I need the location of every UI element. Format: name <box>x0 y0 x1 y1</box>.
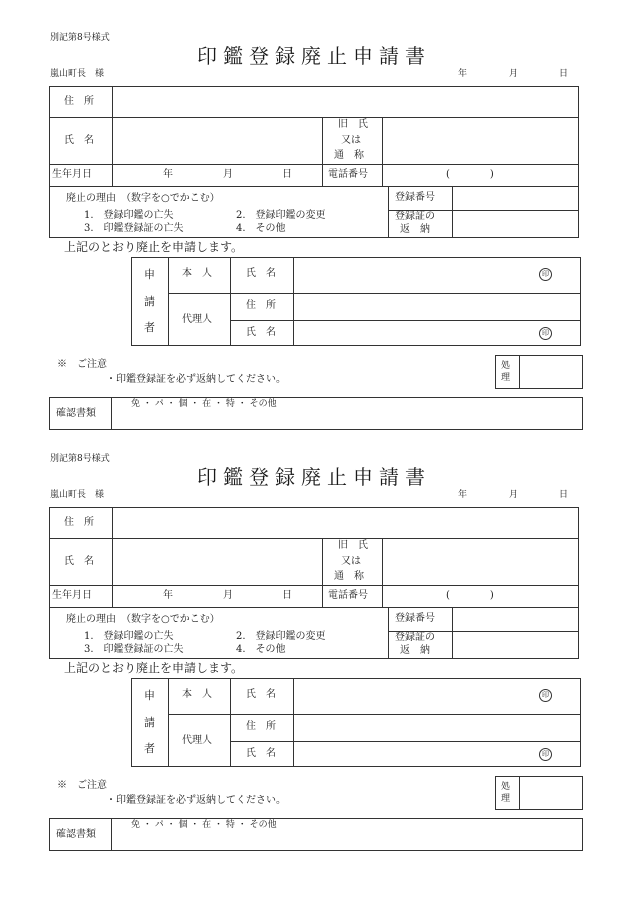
divider <box>168 257 169 346</box>
name-label: 氏 名 <box>64 135 94 146</box>
verification-label: 確認書類 <box>56 408 96 419</box>
reason-label: 廃止の理由 （数字を○でかこむ） <box>66 193 220 204</box>
self-label: 本 人 <box>182 268 212 279</box>
birth-day-label: 日 <box>282 590 292 601</box>
address-label: 住 所 <box>64 96 94 107</box>
reason-label: 廃止の理由 （数字を○でかこむ） <box>66 614 220 625</box>
birth-year-label: 年 <box>163 169 173 180</box>
or-label: 又は <box>341 135 361 146</box>
return-field[interactable] <box>453 632 578 658</box>
notice-text: ・印鑑登録証を必ず返納してください。 <box>106 374 286 385</box>
seal-mark-self: 印 <box>539 268 552 281</box>
self-name-label: 氏 名 <box>246 689 276 700</box>
agent-address-label: 住 所 <box>246 300 276 311</box>
registration-number-label: 登録番号 <box>395 192 435 203</box>
phone-field[interactable] <box>383 586 578 607</box>
name-field[interactable] <box>113 539 321 585</box>
divider <box>230 257 231 346</box>
processing-field[interactable] <box>520 777 582 809</box>
divider <box>322 538 323 607</box>
divider <box>230 678 231 767</box>
date-year-label: 年 <box>458 490 468 500</box>
self-label: 本 人 <box>182 689 212 700</box>
processing-label-1: 処 <box>501 782 511 792</box>
registration-number-field[interactable] <box>453 608 578 631</box>
reason-option-1[interactable]: 1. 登録印鑑の亡失 <box>84 631 174 642</box>
birth-month-label: 月 <box>223 590 233 601</box>
alias-label: 通 称 <box>334 150 364 161</box>
name-label: 氏 名 <box>64 556 94 567</box>
reason-option-3[interactable]: 3. 印鑑登録証の亡失 <box>84 223 184 234</box>
processing-label-2: 理 <box>501 794 511 804</box>
form-title: 印鑑登録廃止申請書 <box>197 44 431 68</box>
former-name-label: 旧 氏 <box>338 119 368 130</box>
agent-name-field[interactable] <box>294 321 524 345</box>
form-title: 印鑑登録廃止申請書 <box>197 465 431 489</box>
verification-label: 確認書類 <box>56 829 96 840</box>
former-name-field[interactable] <box>383 539 578 585</box>
agent-name-label: 氏 名 <box>246 327 276 338</box>
date-year-label: 年 <box>458 69 468 79</box>
divider <box>111 818 112 851</box>
reason-option-2[interactable]: 2. 登録印鑑の変更 <box>236 631 326 642</box>
date-day-label: 日 <box>559 69 569 79</box>
reason-option-3[interactable]: 3. 印鑑登録証の亡失 <box>84 644 184 655</box>
reason-option-1[interactable]: 1. 登録印鑑の亡失 <box>84 210 174 221</box>
seal-abolition-form-2 <box>0 421 630 861</box>
seal-abolition-form-1 <box>0 0 630 440</box>
return-label-line1: 登録証の <box>395 211 435 222</box>
phone-label: 電話番号 <box>328 169 368 180</box>
form-number: 別記第8号様式 <box>50 454 110 464</box>
reason-option-2[interactable]: 2. 登録印鑑の変更 <box>236 210 326 221</box>
divider <box>322 117 323 186</box>
divider <box>388 186 389 238</box>
agent-address-label: 住 所 <box>246 721 276 732</box>
phone-label: 電話番号 <box>328 590 368 601</box>
divider <box>168 678 169 767</box>
phone-paren: ( ) <box>446 590 494 601</box>
date-month-label: 月 <box>509 69 519 79</box>
agent-label: 代理人 <box>182 314 212 325</box>
seal-mark-self: 印 <box>539 689 552 702</box>
seal-mark-agent: 印 <box>539 748 552 761</box>
agent-label: 代理人 <box>182 735 212 746</box>
birthdate-label: 生年月日 <box>52 590 92 601</box>
requester-label-3: 者 <box>144 321 155 334</box>
reason-option-4[interactable]: 4. その他 <box>236 223 286 234</box>
return-label-line2: 返 納 <box>400 645 430 656</box>
address-field[interactable] <box>113 87 578 117</box>
self-name-field[interactable] <box>294 679 524 714</box>
requester-label-3: 者 <box>144 742 155 755</box>
requester-label-1: 申 <box>144 268 155 281</box>
date-month-label: 月 <box>509 490 519 500</box>
phone-field[interactable] <box>383 165 578 186</box>
notice-mark: ※ ご注意 <box>57 780 107 791</box>
birthdate-label: 生年月日 <box>52 169 92 180</box>
birth-day-label: 日 <box>282 169 292 180</box>
divider <box>388 607 389 659</box>
birth-month-label: 月 <box>223 169 233 180</box>
notice-mark: ※ ご注意 <box>57 359 107 370</box>
address-label: 住 所 <box>64 517 94 528</box>
form-number: 別記第8号様式 <box>50 33 110 43</box>
agent-address-field[interactable] <box>294 294 580 320</box>
birth-year-label: 年 <box>163 590 173 601</box>
return-label-line1: 登録証の <box>395 632 435 643</box>
self-name-field[interactable] <box>294 258 524 293</box>
seal-mark-agent: 印 <box>539 327 552 340</box>
request-statement: 上記のとおり廃止を申請します。 <box>64 240 244 254</box>
requester-label-2: 請 <box>144 716 155 729</box>
name-field[interactable] <box>113 118 321 164</box>
or-label: 又は <box>341 556 361 567</box>
self-name-label: 氏 名 <box>246 268 276 279</box>
processing-label-1: 処 <box>501 361 511 371</box>
alias-label: 通 称 <box>334 571 364 582</box>
requester-label-1: 申 <box>144 689 155 702</box>
return-label-line2: 返 納 <box>400 224 430 235</box>
reason-option-4[interactable]: 4. その他 <box>236 644 286 655</box>
request-statement: 上記のとおり廃止を申請します。 <box>64 661 244 675</box>
registration-number-field[interactable] <box>453 187 578 210</box>
former-name-field[interactable] <box>383 118 578 164</box>
verification-options[interactable]: 免 ・ パ ・ 個 ・ 在 ・ 特 ・ その他 <box>131 399 277 409</box>
processing-label-2: 理 <box>501 373 511 383</box>
verification-box <box>49 818 583 851</box>
return-field[interactable] <box>453 211 578 237</box>
agent-name-label: 氏 名 <box>246 748 276 759</box>
addressee: 嵐山町長 様 <box>50 69 105 79</box>
phone-paren: ( ) <box>446 169 494 180</box>
address-field[interactable] <box>113 508 578 538</box>
processing-field[interactable] <box>520 356 582 388</box>
addressee: 嵐山町長 様 <box>50 490 105 500</box>
notice-text: ・印鑑登録証を必ず返納してください。 <box>106 795 286 806</box>
verification-options[interactable]: 免 ・ パ ・ 個 ・ 在 ・ 特 ・ その他 <box>131 820 277 830</box>
registration-number-label: 登録番号 <box>395 613 435 624</box>
date-day-label: 日 <box>559 490 569 500</box>
agent-address-field[interactable] <box>294 715 580 741</box>
former-name-label: 旧 氏 <box>338 540 368 551</box>
requester-label-2: 請 <box>144 295 155 308</box>
agent-name-field[interactable] <box>294 742 524 766</box>
